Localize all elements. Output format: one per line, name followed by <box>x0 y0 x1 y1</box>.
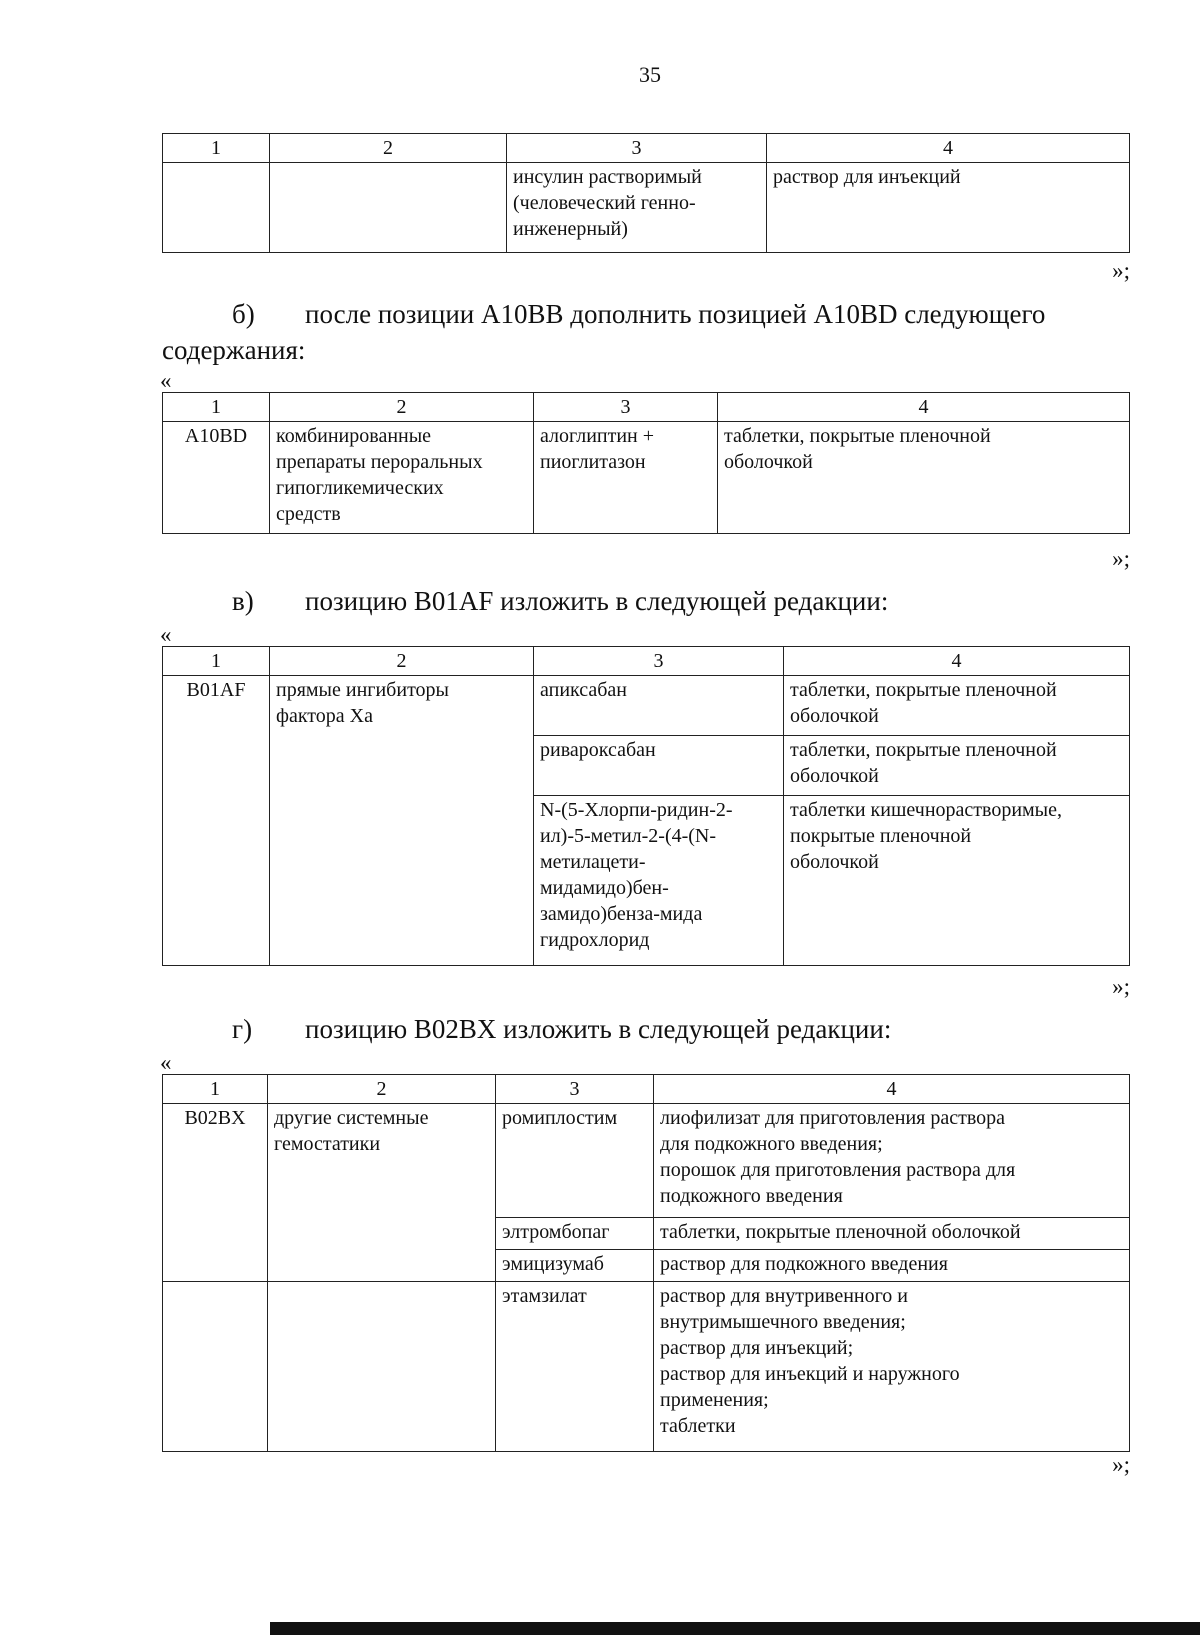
form-cell: раствор для инъекций <box>767 163 1130 253</box>
header-cell: 3 <box>534 647 784 676</box>
group-cell: другие системные гемостатики <box>268 1104 496 1282</box>
group-cell <box>270 163 507 253</box>
header-cell: 3 <box>534 393 718 422</box>
code-cell: B01AF <box>163 676 270 966</box>
table-row <box>163 422 1130 534</box>
group-cell: прямые ингибиторы фактора Xa <box>270 676 534 966</box>
drug-cell: инсулин растворимый (человеческий генно- инженерный) <box>507 163 767 253</box>
header-cell: 2 <box>270 393 534 422</box>
form-cell: таблетки кишечнорастворимые, покрытые пленочной оболочкой <box>784 796 1130 966</box>
group-cell <box>268 1282 496 1452</box>
drug-cell: эмицизумаб <box>496 1250 654 1282</box>
header-cell: 4 <box>654 1075 1130 1104</box>
header-cell: 2 <box>268 1075 496 1104</box>
header-cell: 4 <box>767 134 1130 163</box>
group-cell: комбинированные препараты пероральных гипогликемических средств <box>270 422 534 534</box>
section-g-text: позицию B02BX изложить в следующей редакции: <box>305 1014 892 1044</box>
header-cell: 4 <box>718 393 1130 422</box>
section-b-text: после позиции A10BB дополнить позицией A10BD следующего <box>305 299 1046 329</box>
drug-cell: элтромбопаг <box>496 1218 654 1250</box>
form-cell: таблетки, покрытые пленочной оболочкой <box>654 1218 1130 1250</box>
header-cell: 4 <box>784 647 1130 676</box>
form-cell: лиофилизат для приготовления раствора для подкожного введения; порошок для приготовления раствора для подкожного введения <box>654 1104 1130 1218</box>
form-cell: таблетки, покрытые пленочной оболочкой <box>718 422 1130 534</box>
form-cell: таблетки, покрытые пленочной оболочкой <box>784 736 1130 796</box>
form-cell: раствор для подкожного введения <box>654 1250 1130 1282</box>
table-header-row <box>163 647 1130 676</box>
section-letter-b: б) <box>232 299 255 329</box>
page-number: 35 <box>639 62 661 87</box>
header-cell: 3 <box>507 134 767 163</box>
drug-cell: апиксабан <box>534 676 784 736</box>
closing-quote: »; <box>1112 546 1130 571</box>
closing-quote: »; <box>1112 1452 1130 1477</box>
header-cell: 3 <box>496 1075 654 1104</box>
opening-quote: « <box>160 622 172 647</box>
drug-cell: ривароксабан <box>534 736 784 796</box>
closing-quote: »; <box>1112 258 1130 283</box>
table-row <box>163 676 1130 736</box>
code-cell: B02BX <box>163 1104 268 1282</box>
table-header-row <box>163 393 1130 422</box>
drug-cell: этамзилат <box>496 1282 654 1452</box>
header-cell: 2 <box>270 647 534 676</box>
drug-cell: N-(5-Хлорпи-ридин-2- ил)-5-метил-2-(4-(N- метилацети- мидамидо)бен- замидо)бенза-мида гидрохлорид <box>534 796 784 966</box>
scan-edge-bar <box>270 1622 1200 1635</box>
section-b-text-cont: содержания: <box>162 335 306 365</box>
code-cell <box>163 1282 268 1452</box>
table-continuation <box>162 133 1130 253</box>
drug-cell: алоглиптин + пиоглитазон <box>534 422 718 534</box>
header-cell: 2 <box>270 134 507 163</box>
table-row <box>163 1104 1130 1218</box>
section-letter-v: в) <box>232 586 254 616</box>
header-cell: 1 <box>163 393 270 422</box>
section-letter-g: г) <box>232 1014 253 1044</box>
opening-quote: « <box>160 368 172 393</box>
section-v-text: позицию B01AF изложить в следующей редакции: <box>305 586 889 616</box>
header-cell: 1 <box>163 1075 268 1104</box>
table-b02bx <box>162 1074 1130 1452</box>
header-cell: 1 <box>163 647 270 676</box>
table-row <box>163 163 1130 253</box>
code-cell: A10BD <box>163 422 270 534</box>
form-cell: таблетки, покрытые пленочной оболочкой <box>784 676 1130 736</box>
header-cell: 1 <box>163 134 270 163</box>
table-a10bd <box>162 392 1130 534</box>
table-row <box>163 1282 1130 1452</box>
form-cell: раствор для внутривенного и внутримышечного введения; раствор для инъекций; раствор для инъекций и наружного применения; таблетки <box>654 1282 1130 1452</box>
table-header-row <box>163 1075 1130 1104</box>
code-cell <box>163 163 270 253</box>
table-b01af <box>162 646 1130 966</box>
closing-quote: »; <box>1112 974 1130 999</box>
opening-quote: « <box>160 1050 172 1075</box>
table-header-row <box>163 134 1130 163</box>
drug-cell: ромиплостим <box>496 1104 654 1218</box>
